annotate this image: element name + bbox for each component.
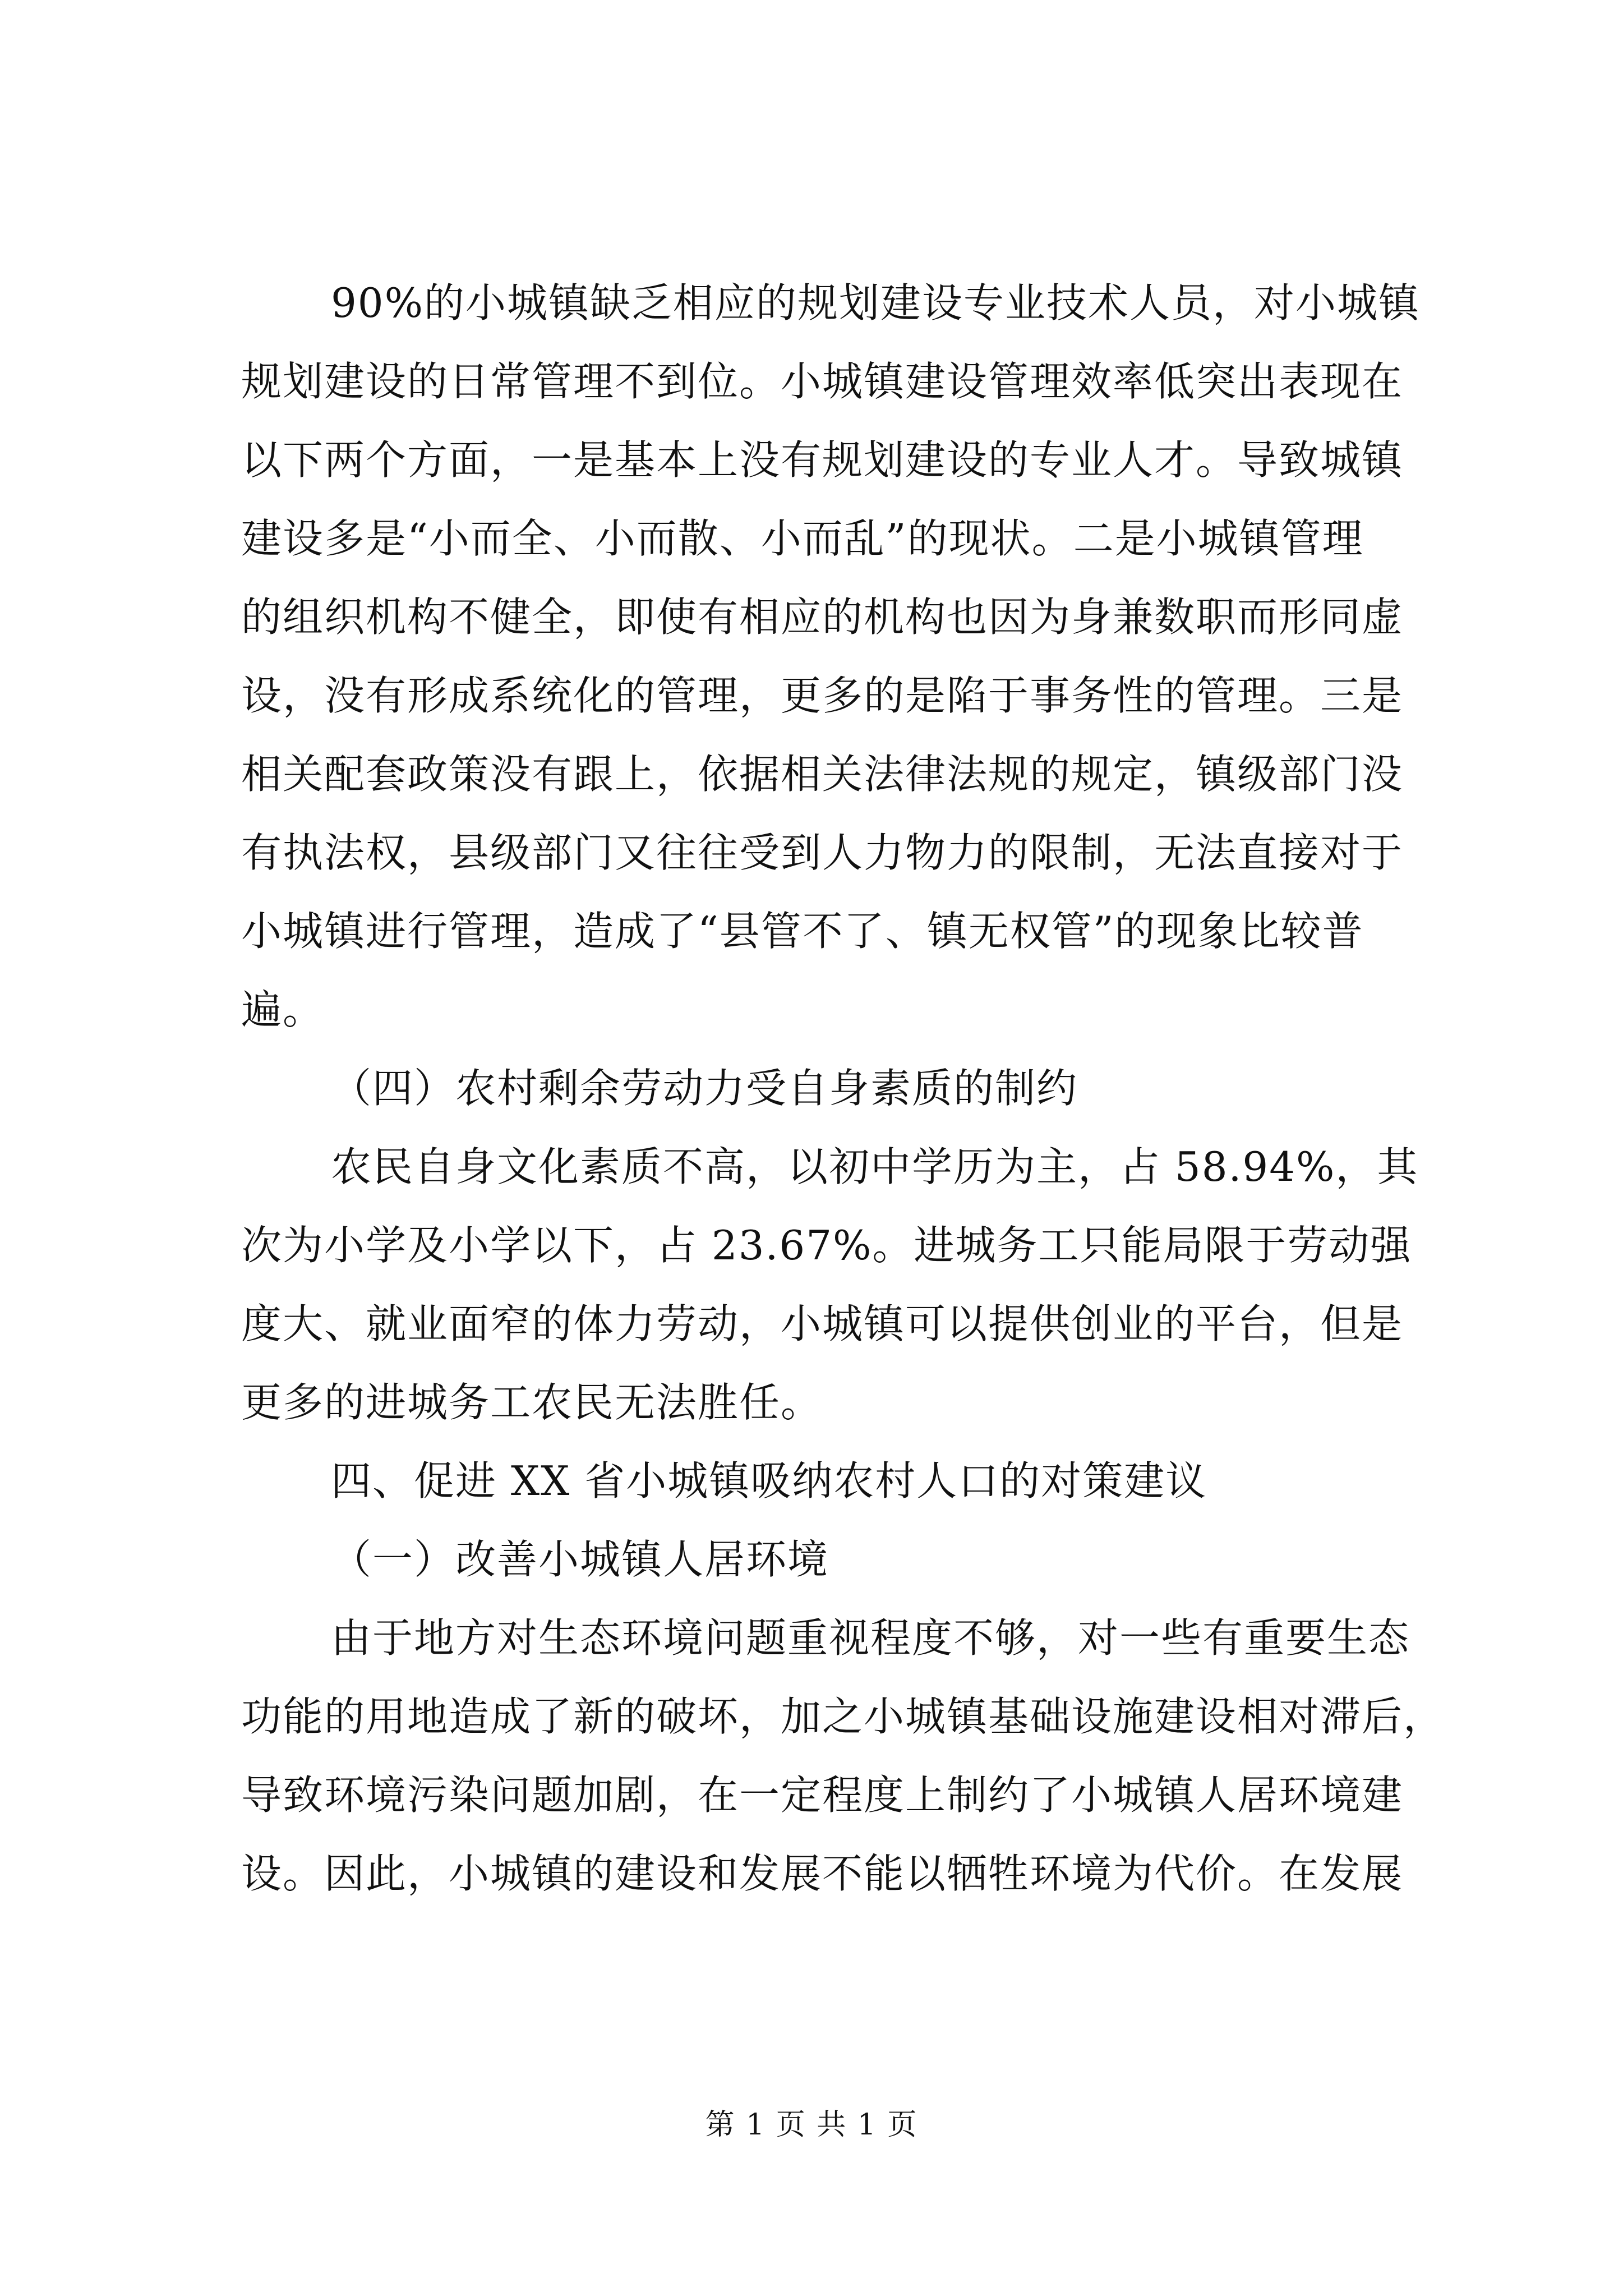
- paragraph-line: 小城镇进行管理，造成了“县管不了、镇无权管”的现象比较普: [241, 908, 1364, 955]
- section-heading: （四）农村剩余劳动力受自身素质的制约: [331, 1065, 1078, 1112]
- paragraph-line: 次为小学及小学以下，占 23.67%。进城务工只能局限于劳动强: [241, 1222, 1412, 1269]
- paragraph-line: 农民自身文化素质不高，以初中学历为主，占 58.94%，其: [331, 1143, 1419, 1190]
- paragraph-line: 以下两个方面，一是基本上没有规划建设的专业人才。导致城镇: [241, 436, 1404, 484]
- paragraph-line: 度大、就业面窄的体力劳动，小城镇可以提供创业的平台，但是: [241, 1300, 1404, 1347]
- paragraph-line: 有执法权，县级部门又往往受到人力物力的限制，无法直接对于: [241, 829, 1404, 876]
- paragraph-line: 90%的小城镇缺乏相应的规划建设专业技术人员，对小城镇: [331, 279, 1421, 326]
- paragraph-line: 规划建设的日常管理不到位。小城镇建设管理效率低突出表现在: [241, 358, 1404, 405]
- page-footer: 第 1 页 共 1 页: [705, 2108, 918, 2142]
- section-heading: （一）改善小城镇人居环境: [331, 1536, 829, 1583]
- chapter-heading: 四、促进 XX 省小城镇吸纳农村人口的对策建议: [331, 1457, 1207, 1504]
- paragraph-line: 由于地方对生态环境问题重视程度不够，对一些有重要生态: [331, 1614, 1410, 1662]
- paragraph-line: 功能的用地造成了新的破坏，加之小城镇基础设施建设相对滞后，: [241, 1693, 1445, 1740]
- paragraph-line: 更多的进城务工农民无法胜任。: [241, 1379, 823, 1426]
- document-body: [241, 264, 1445, 1913]
- paragraph-line: 的组织机构不健全，即使有相应的机构也因为身兼数职而形同虚: [241, 593, 1404, 641]
- paragraph-line: 遍。: [241, 986, 325, 1033]
- paragraph-line: 设，没有形成系统化的管理，更多的是陷于事务性的管理。三是: [241, 672, 1404, 719]
- paragraph-line: 导致环境污染问题加剧，在一定程度上制约了小城镇人居环境建: [241, 1772, 1404, 1819]
- paragraph-line: 建设多是“小而全、小而散、小而乱”的现状。二是小城镇管理: [241, 515, 1364, 562]
- paragraph-line: 相关配套政策没有跟上，依据相关法律法规的规定，镇级部门没: [241, 751, 1404, 798]
- paragraph-line: 设。因此，小城镇的建设和发展不能以牺牲环境为代价。在发展: [241, 1850, 1404, 1897]
